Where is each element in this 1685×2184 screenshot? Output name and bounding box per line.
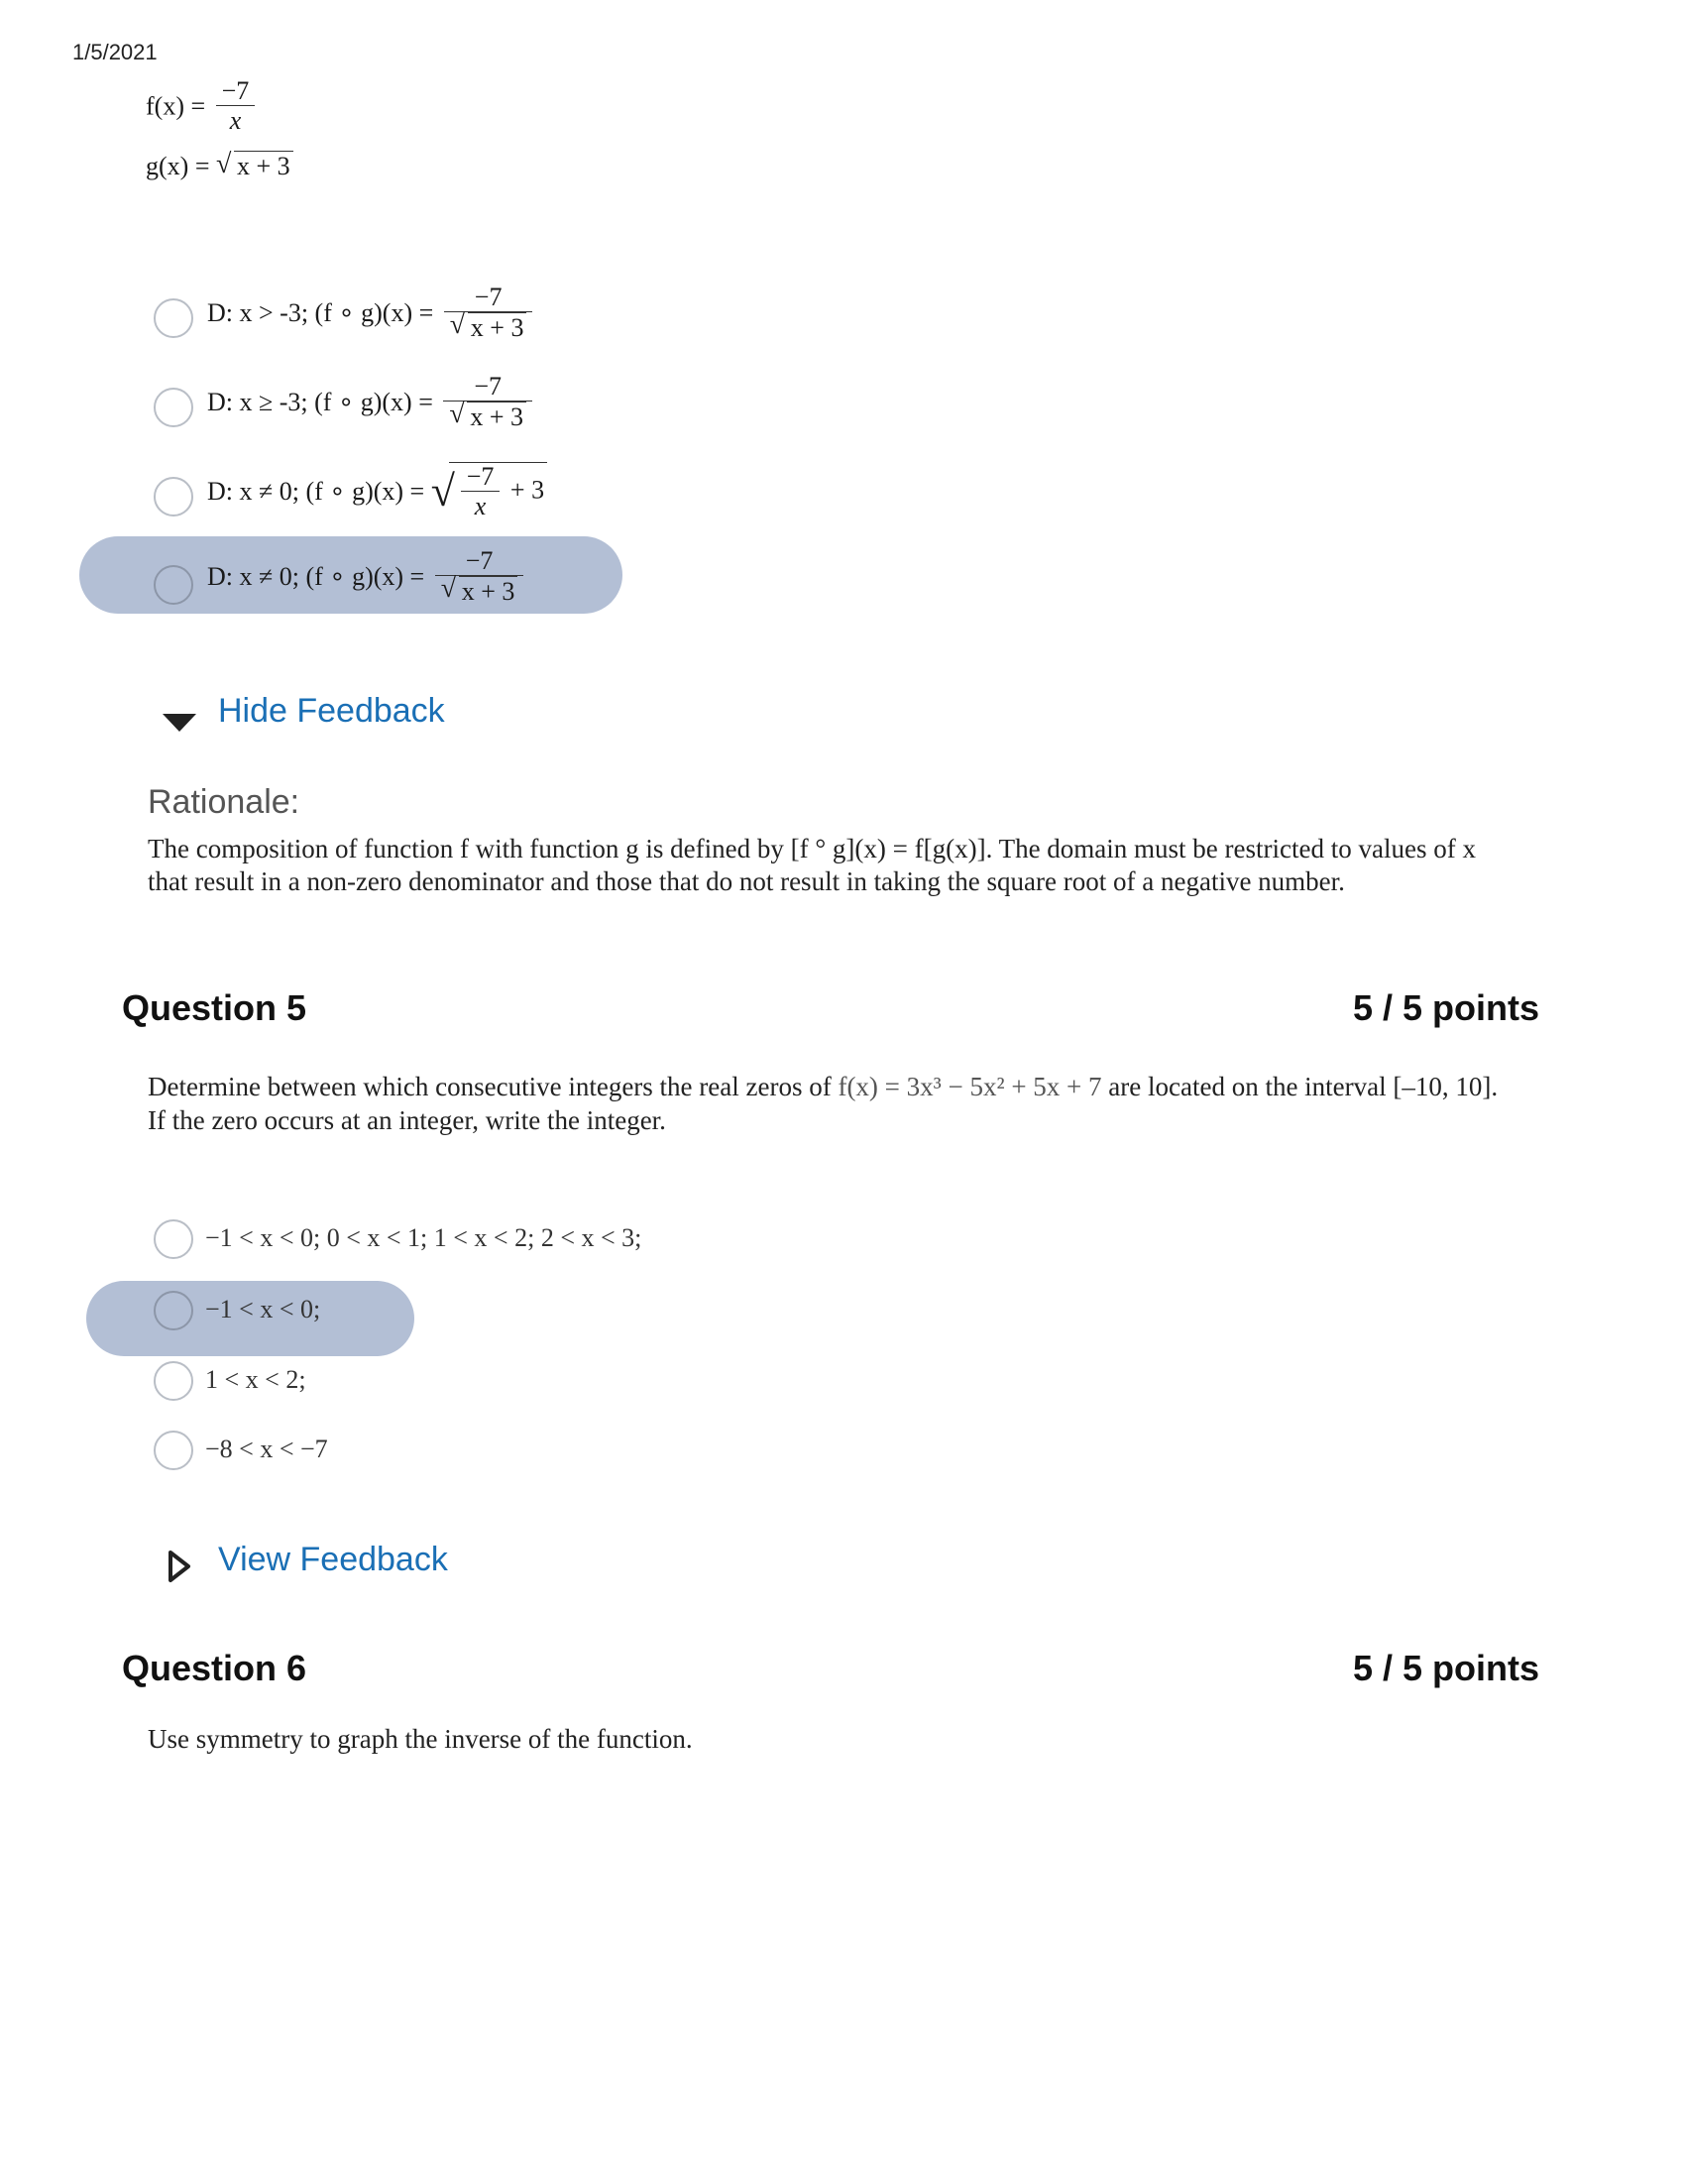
q4-option-3-num: −7: [461, 463, 501, 492]
q4-option-4: D: x ≠ 0; (f ∘ g)(x) = −7 √ x + 3: [207, 547, 527, 607]
triangle-right-outline-icon: [167, 1549, 192, 1584]
q4-option-3-den: x: [474, 492, 487, 520]
triangle-down-icon: [161, 710, 198, 736]
hide-feedback-link[interactable]: Hide Feedback: [218, 692, 445, 730]
q5-option-3-label: 1 < x < 2;: [205, 1365, 306, 1394]
question-6-points: 5 / 5 points: [1352, 1648, 1539, 1688]
q5-option-1-radio[interactable]: [154, 1219, 193, 1259]
q4-option-4-radio[interactable]: [154, 565, 193, 605]
g-label: g(x) =: [146, 152, 210, 180]
q5-option-4-radio[interactable]: [154, 1431, 193, 1470]
f-numerator: −7: [216, 77, 256, 106]
q5-option-2-label: −1 < x < 0;: [205, 1295, 321, 1323]
q4-option-2-den: x + 3: [467, 402, 526, 432]
question-5-title: Question 5: [122, 987, 307, 1028]
q5-option-1-label: −1 < x < 0; 0 < x < 1; 1 < x < 2; 2 < x < 3;: [205, 1223, 642, 1252]
f-fraction: [216, 77, 256, 136]
question-5-text-line-2: If the zero occurs at an integer, write the integer.: [148, 1105, 666, 1135]
q4-option-3-tail: + 3: [509, 475, 545, 505]
q5-option-4-label: −8 < x < −7: [205, 1435, 328, 1463]
q4-option-1-prefix: D: x > -3; (f ∘ g)(x) =: [207, 298, 434, 327]
rationale-heading: Rationale:: [148, 783, 300, 821]
f-denominator: x: [229, 106, 242, 135]
q4-option-3-prefix: D: x ≠ 0; (f ∘ g)(x) =: [207, 477, 425, 506]
q4-option-1-den: x + 3: [468, 312, 527, 343]
q4-option-1-num: −7: [444, 284, 533, 312]
view-feedback-link[interactable]: View Feedback: [218, 1541, 448, 1578]
f-label: f(x) =: [146, 91, 206, 121]
question-5-text: [148, 1071, 1498, 1103]
q4-option-1-radio[interactable]: [154, 298, 193, 338]
g-definition: [146, 151, 293, 181]
q4-option-2: D: x ≥ -3; (f ∘ g)(x) = −7 √ x + 3: [207, 373, 536, 432]
question-5-text-before: Determine between which consecutive integers the real zeros of: [148, 1072, 832, 1101]
g-radicand: x + 3: [234, 151, 293, 181]
q4-option-3: D: x ≠ 0; (f ∘ g)(x) = √ $\frac{-7}{x}$ + 3: [207, 462, 547, 521]
question-6-text: Use symmetry to graph the inverse of the function.: [148, 1724, 693, 1754]
q4-option-2-radio[interactable]: [154, 388, 193, 427]
q4-option-4-prefix: D: x ≠ 0; (f ∘ g)(x) =: [207, 562, 425, 591]
g-sqrt: √ x + 3: [216, 151, 293, 181]
rationale-line-2: that result in a non-zero denominator and those that do not result in taking the square root of a negative number.: [148, 866, 1345, 896]
question-5-points: 5 / 5 points: [1352, 987, 1539, 1028]
q4-option-2-prefix: D: x ≥ -3; (f ∘ g)(x) =: [207, 388, 433, 416]
q5-option-3-radio[interactable]: [154, 1361, 193, 1401]
question-5-text-after: are located on the interval [–10, 10].: [1108, 1072, 1499, 1101]
rationale-line-1: The composition of function f with function g is defined by [f ° g](x) = f[g(x)]. The domain must be restricted to values of x: [148, 834, 1476, 863]
q4-option-1: D: x > -3; (f ∘ g)(x) = −7 √ x + 3: [207, 284, 536, 343]
q4-option-2-num: −7: [443, 373, 532, 402]
q4-option-4-den: x + 3: [459, 576, 518, 607]
question-5-function: f(x) = 3x³ − 5x² + 5x + 7: [838, 1072, 1102, 1101]
q4-option-4-num: −7: [435, 547, 524, 576]
q4-option-3-radio[interactable]: [154, 477, 193, 517]
q5-option-2-radio[interactable]: [154, 1291, 193, 1330]
f-definition: [146, 77, 259, 136]
question-6-title: Question 6: [122, 1648, 307, 1688]
print-date: 1/5/2021: [72, 40, 158, 64]
